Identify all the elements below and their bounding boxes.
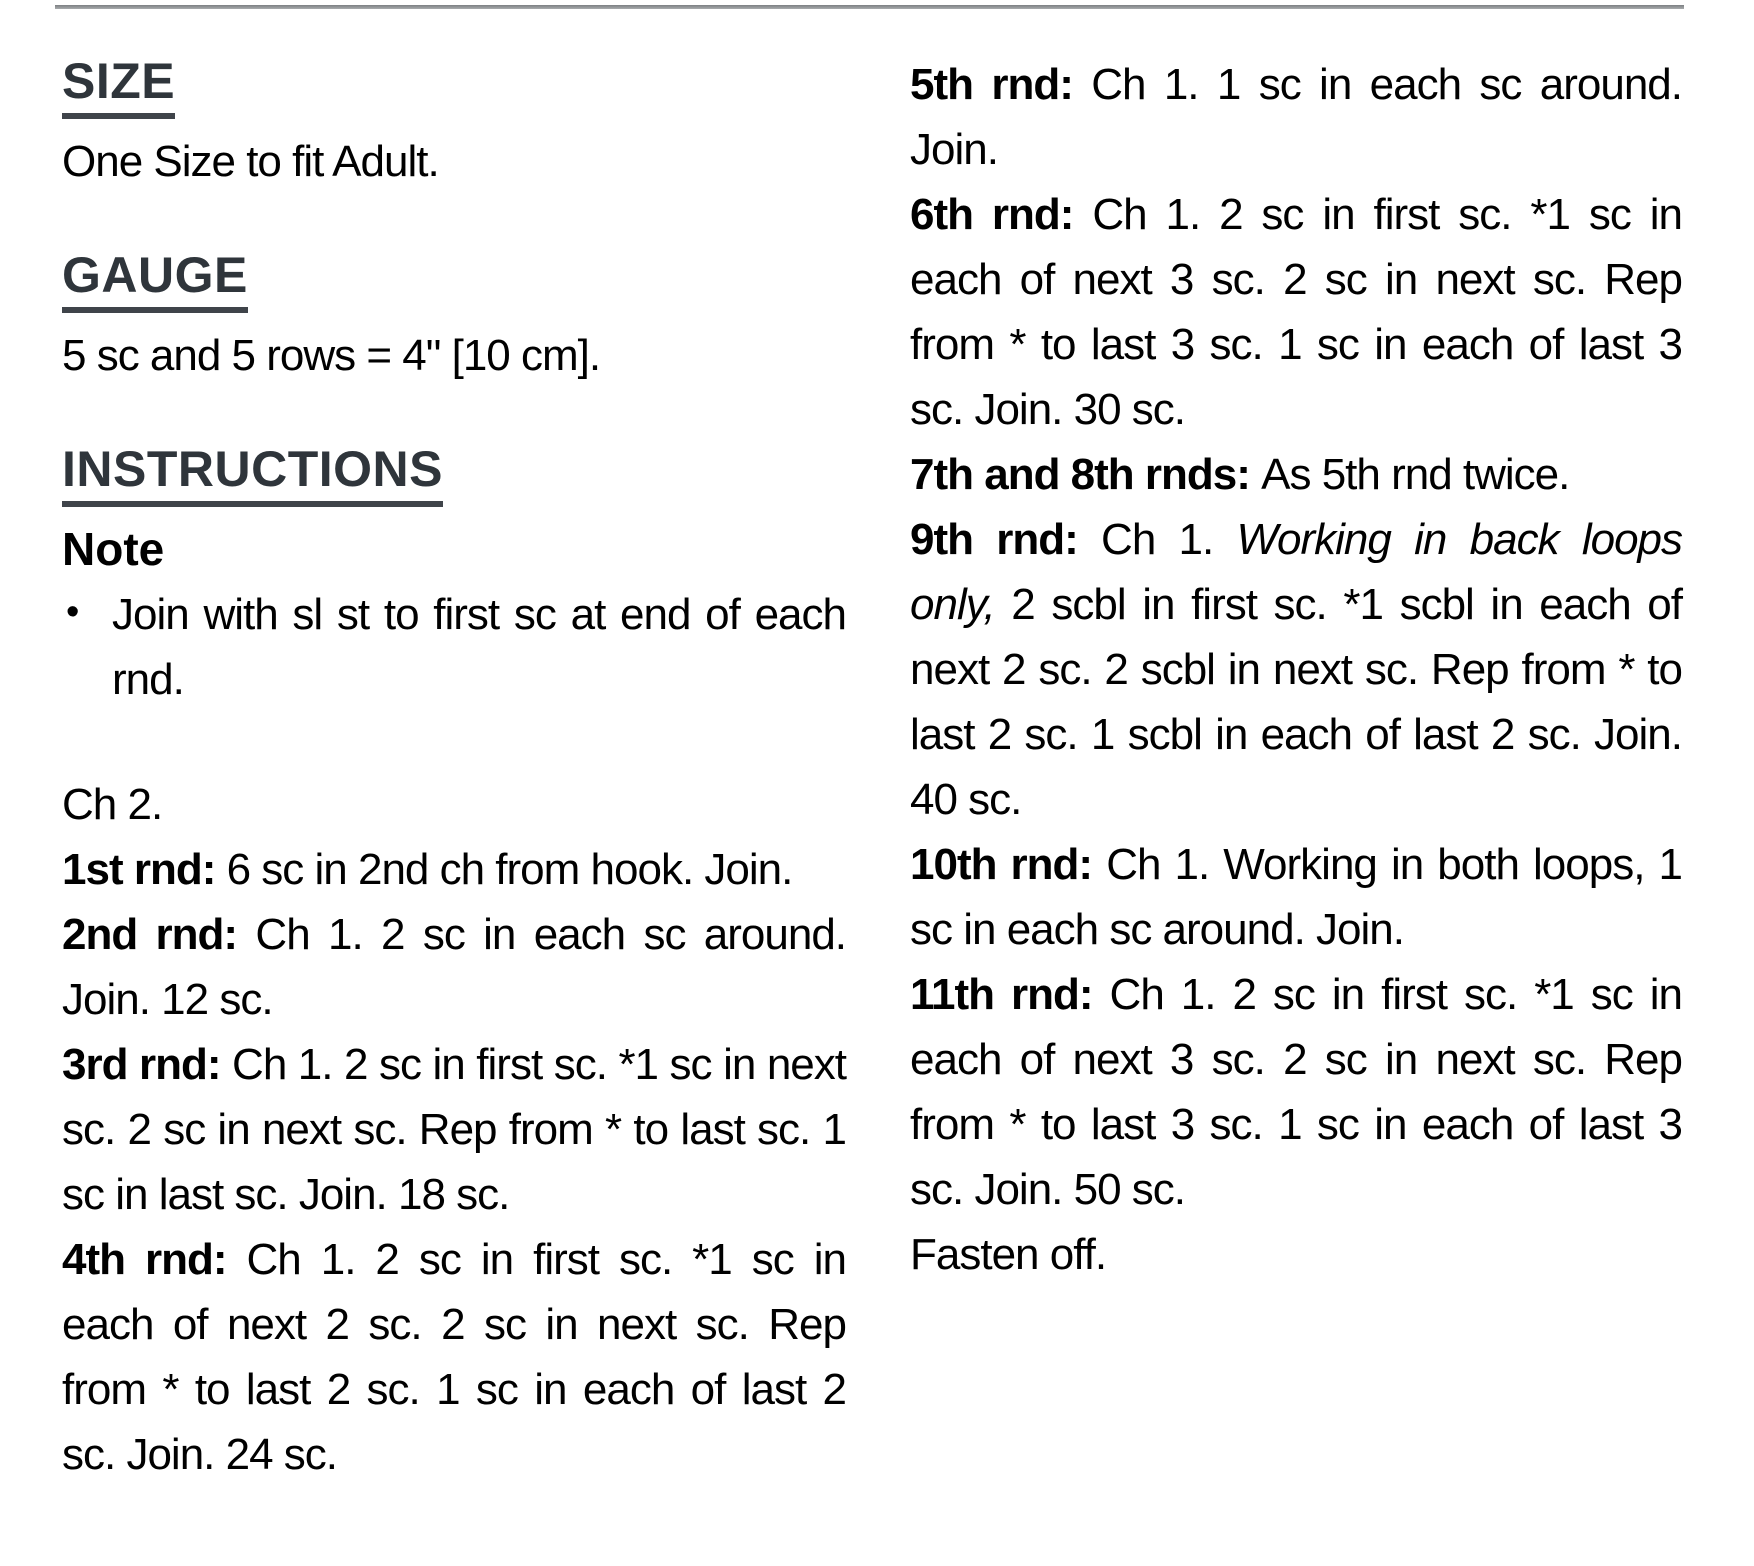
text-run: Fasten off. [910,1230,1107,1279]
text-run: Ch 1. 2 sc in each sc around. Join. 12 sc. [62,910,847,1024]
section-heading-gauge [62,246,846,313]
paragraph-spacer [62,712,846,772]
text-run: Ch 1. 2 sc in first sc. *1 sc in each of next 2 sc. 2 sc in next sc. Rep from * to last 2 sc. 1 sc in each of last 2 sc. Join. 24 sc. [62,1235,847,1479]
round-label: 10th rnd: [910,840,1107,889]
round-label: 5th rnd: [910,60,1092,109]
text-run: Ch 1. 2 sc in first sc. *1 sc in next sc. 2 sc in next sc. Rep from * to last sc. 1 sc in last sc. Join. 18 sc. [62,1040,847,1219]
text-run: One Size to fit Adult. [62,137,439,186]
pattern-paragraph [910,962,1682,1222]
pattern-paragraph [910,442,1682,507]
round-label: 11th rnd: [910,970,1110,1019]
section-heading-size [62,52,846,119]
section-heading-text: SIZE [62,52,175,119]
pattern-paragraph [910,507,1682,832]
section-heading-text: GAUGE [62,246,248,313]
round-label: 3rd rnd: [62,1040,233,1089]
text-run: Ch 1. 2 sc in first sc. *1 sc in each of next 3 sc. 2 sc in next sc. Rep from * to last 3 sc. 1 sc in each of last 3 sc. Join. 50 sc. [910,970,1682,1214]
text-run: Ch 1. Working in both loops, 1 sc in each sc around. Join. [910,840,1682,954]
pattern-paragraph [910,832,1682,962]
right-column [910,52,1682,1487]
bullet-icon: • [66,591,79,633]
pattern-paragraph [62,772,846,837]
text-run: Ch 1. 2 sc in first sc. *1 sc in each of next 3 sc. 2 sc in next sc. Rep from * to last 3 sc. 1 sc in each of last 3 sc. Join. 30 sc. [910,190,1682,434]
round-label: 7th and 8th rnds: [910,450,1262,499]
pattern-paragraph [62,902,846,1032]
top-divider-rule [55,5,1684,9]
pattern-paragraph [62,1032,846,1227]
text-run: 5 sc and 5 rows = 4" [10 cm]. [62,331,601,380]
round-label: 2nd rnd: [62,910,256,959]
note-subheading: Note [62,523,165,575]
pattern-paragraph [910,52,1682,182]
pattern-paragraph [62,323,846,388]
pattern-paragraph [910,182,1682,442]
text-run: Ch 1. 1 sc in each sc around. Join. [910,60,1682,174]
section-heading-instructions [62,440,846,507]
round-label: 4th rnd: [62,1235,247,1284]
left-column [62,52,846,1487]
pattern-paragraph [62,837,846,902]
round-label: 9th rnd: [910,515,1102,564]
italic-instruction: Working in back loops only, [910,515,1683,629]
pattern-paragraph [910,1222,1682,1287]
text-run: Ch 2. [62,780,163,829]
round-label: 6th rnd: [910,190,1093,239]
pattern-paragraph [62,1227,846,1487]
text-run: 2 scbl in first sc. *1 scbl in each of next 2 sc. 2 scbl in next sc. Rep from * to last 2 sc. 1 scbl in each of last 2 sc. Join. 40 sc. [910,580,1682,824]
section-heading-text: INSTRUCTIONS [62,440,443,507]
text-run: Join with sl st to first sc at end of each rnd. [112,590,846,704]
round-label: 1st rnd: [62,845,227,894]
text-columns [62,52,1682,1487]
text-run: 6 sc in 2nd ch from hook. Join. [226,845,793,894]
text-run: As 5th rnd twice. [1261,450,1570,499]
text-run: Ch 1. [1101,515,1237,564]
pattern-paragraph [62,129,846,194]
note-bullet-item [62,582,846,712]
